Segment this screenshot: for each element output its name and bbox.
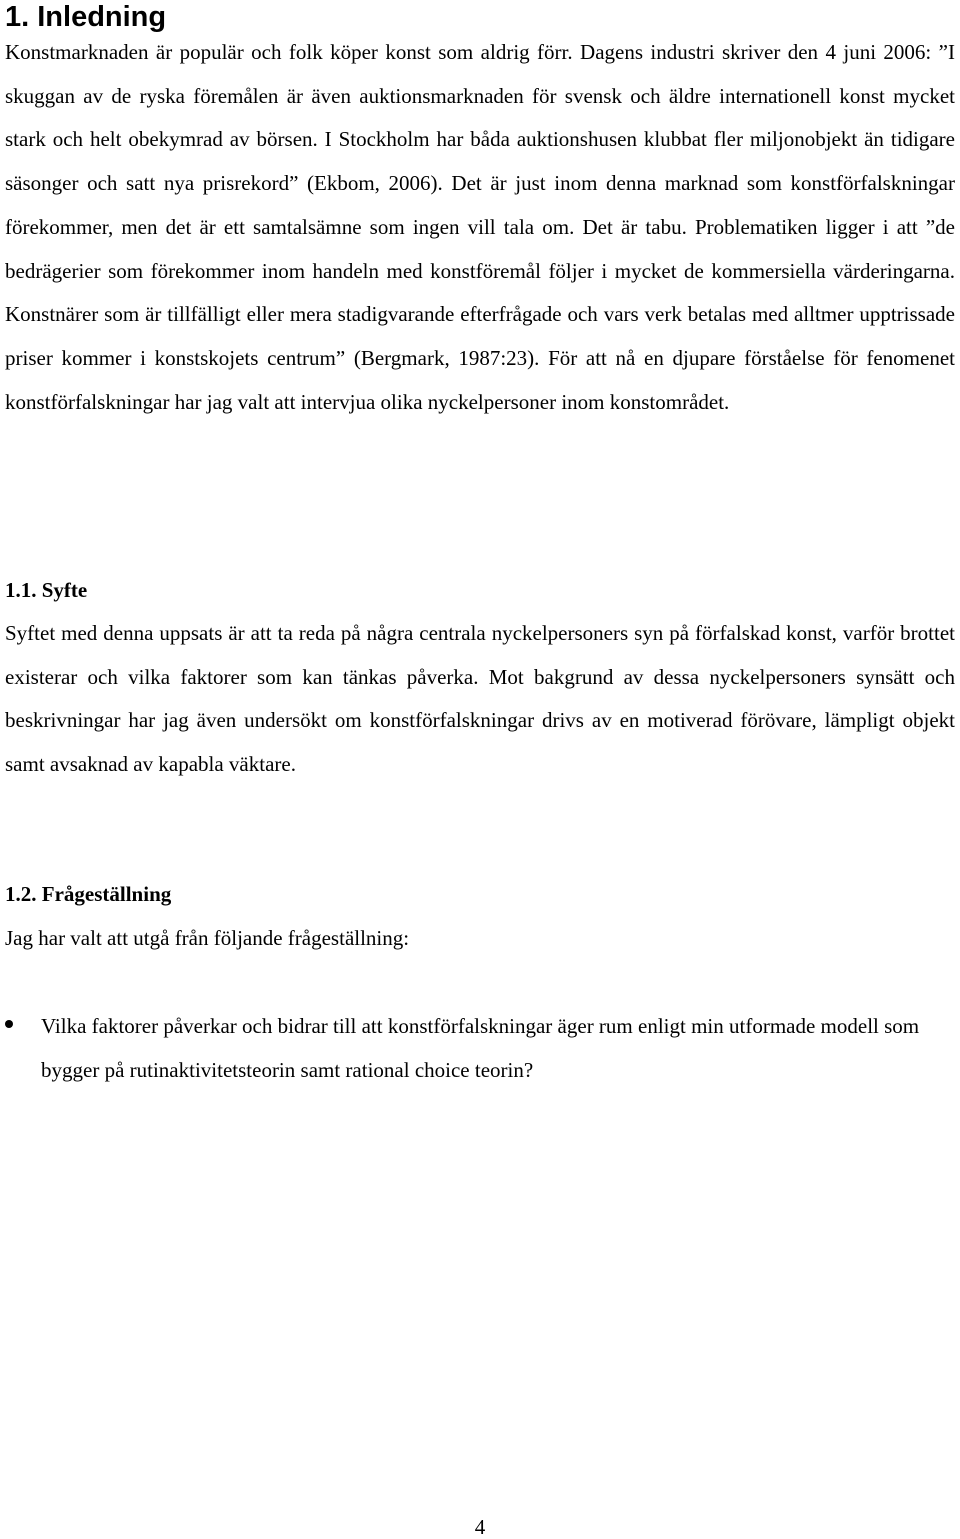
- section-heading-fragestallning: 1.2. Frågeställning: [5, 882, 172, 906]
- intro-paragraph: Konstmarknaden är populär och folk köper konst som aldrig förr. Dagens industri skriver den 4 juni 2006: ”I skuggan av de ryska föremålen är även auktionsmarknaden för svensk och äldre internationell konst mycket stark och helt obekymrad av börsen. I Stockholm har båda auktionshusen klubbat fler miljonobjekt än tidigare säsonger och satt nya prisrekord” (Ekbom, 2006). Det är just inom denna marknad som konstförfalskningar förekommer, men det är ett samtalsämne som ingen vill tala om. Det är tabu. Problematiken ligger i att ”de bedrägerier som förekommer inom handeln med konstföremål följer i mycket de kommersiella värderingarna. Konstnärer som är tillfälligt eller mera stadigvarande efterfrågade och vars verk betalas med alltmer upptrissade priser kommer i konstskojets centrum” (Bergmark, 1987:23). För att nå en djupare förståelse för fenomenet konstförfalskningar har jag valt att intervjua olika nyckelpersoner inom konstområdet.: [5, 40, 955, 414]
- question-list-item: [5, 1005, 955, 1092]
- fragestallning-intro: Jag har valt att utgå från följande frågeställning:: [5, 926, 410, 950]
- page-number: 4: [474, 1515, 486, 1539]
- section-heading-syfte: 1.1. Syfte: [5, 578, 88, 602]
- bullet-icon: [5, 1020, 13, 1028]
- chapter-title: 1. Inledning: [5, 1, 167, 33]
- question-list: [5, 1005, 955, 1092]
- syfte-paragraph: Syftet med denna uppsats är att ta reda på några centrala nyckelpersoners syn på förfalskad konst, varför brottet existerar och vilka faktorer som kan tänkas påverka. Mot bakgrund av dessa nyckelpersoners synsätt och beskrivningar har jag även undersökt om konstförfalskningar drivs av en motiverad förövare, lämpligt objekt samt avsaknad av kapabla väktare.: [5, 621, 955, 777]
- question-text: Vilka faktorer påverkar och bidrar till att konstförfalskningar äger rum enligt min utformade modell som bygger på rutinaktivitetsteorin samt rational choice teorin?: [41, 1014, 920, 1082]
